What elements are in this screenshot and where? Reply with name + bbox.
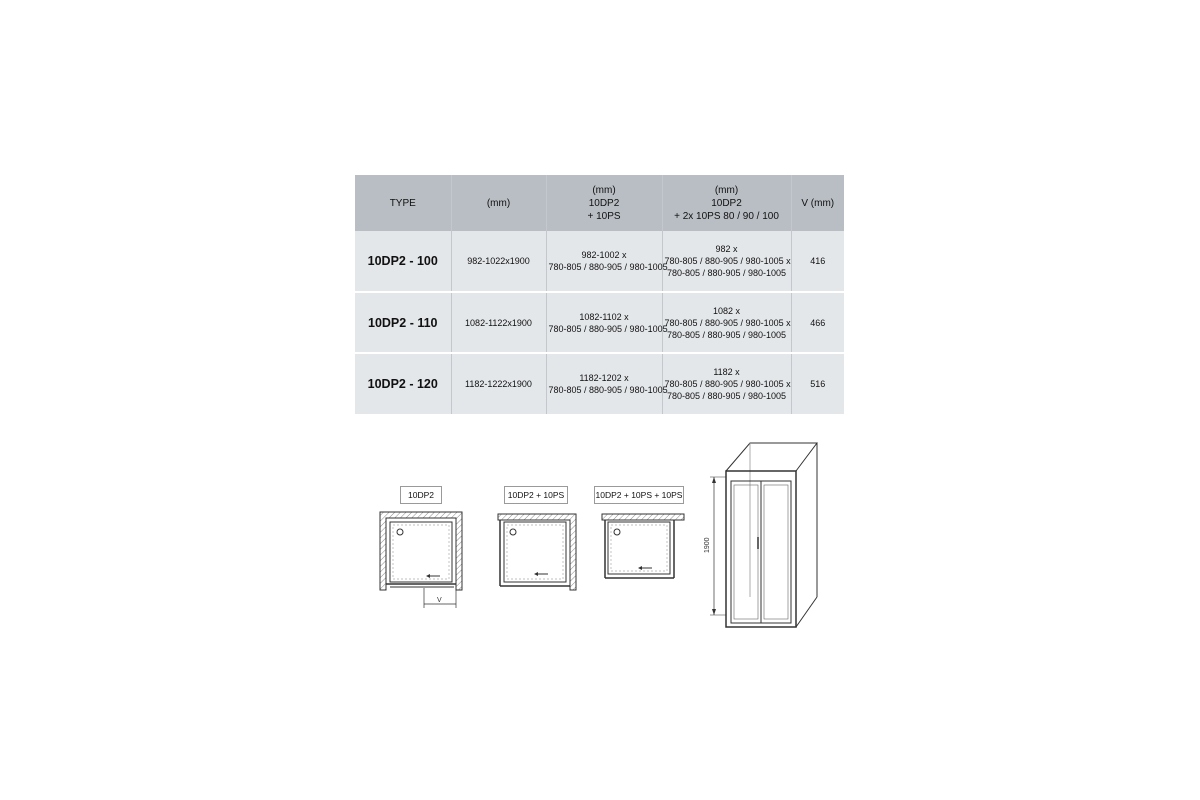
header-type: TYPE <box>355 175 451 231</box>
row-with-2x-10ps: 1182 x 780-805 / 880-905 / 980-1005 x 780-805 / 880-905 / 980-1005 <box>662 353 791 414</box>
row-dimensions: 1182-1222x1900 <box>451 353 546 414</box>
row-type: 10DP2 - 110 <box>355 292 451 353</box>
plan-diagram-10dp2 <box>376 508 466 614</box>
table-row <box>355 292 844 353</box>
header-with-2x-10ps: (mm) 10DP2 + 2x 10PS 80 / 90 / 100 <box>662 175 791 231</box>
diagram-label-10dp2-10ps-10ps: 10DP2 + 10PS + 10PS <box>594 486 684 504</box>
plan-diagram-10dp2-10ps <box>494 510 580 592</box>
row-v: 466 <box>791 292 844 353</box>
row-v: 416 <box>810 256 826 266</box>
plan-diagram-10dp2-10ps-10ps <box>600 510 686 582</box>
table-header-row <box>355 175 844 231</box>
row-with-10ps: 1182-1202 x 780-805 / 880-905 / 980-1005 <box>546 353 662 414</box>
diagram-label-10dp2-10ps: 10DP2 + 10PS <box>504 486 568 504</box>
row-type: 10DP2 - 120 <box>355 353 451 414</box>
header-with-10ps: (mm) 10DP2 + 10PS <box>546 175 662 231</box>
v-dimension-label: V <box>437 597 442 604</box>
row-v: 516 <box>791 353 844 414</box>
diagram-label-10dp2: 10DP2 <box>400 486 442 504</box>
header-v: V (mm) <box>801 197 835 209</box>
spec-table <box>355 175 844 414</box>
row-dimensions: 982-1022x1900 <box>451 231 546 292</box>
row-with-2x-10ps: 982 x 780-805 / 880-905 / 980-1005 x 780-805 / 880-905 / 980-1005 <box>662 231 791 292</box>
header-dimensions: (mm) <box>451 175 546 231</box>
row-with-2x-10ps: 1082 x 780-805 / 880-905 / 980-1005 x 780-805 / 880-905 / 980-1005 <box>662 292 791 353</box>
elevation-diagram <box>700 437 820 633</box>
row-with-10ps: 982-1002 x 780-805 / 880-905 / 980-1005 <box>546 231 662 292</box>
height-dimension-label: 1900 <box>704 537 711 553</box>
row-dimensions: 1082-1122x1900 <box>451 292 546 353</box>
table-row <box>355 353 844 414</box>
row-type: 10DP2 - 100 <box>355 231 451 292</box>
table-row <box>355 231 844 292</box>
row-with-10ps: 1082-1102 x 780-805 / 880-905 / 980-1005 <box>546 292 662 353</box>
